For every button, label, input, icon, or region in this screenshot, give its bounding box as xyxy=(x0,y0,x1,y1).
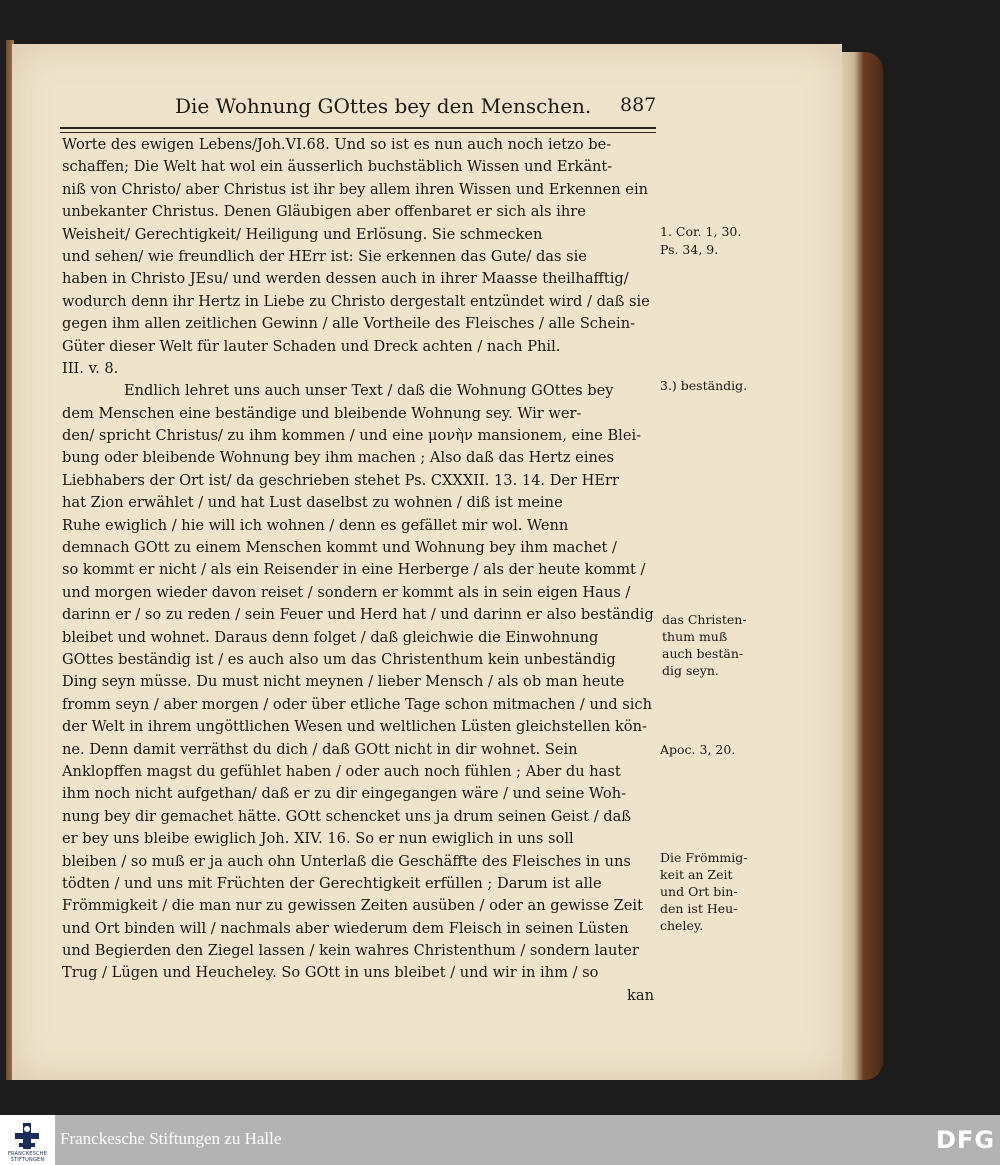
text-line: Frömmigkeit / die man nur zu gewissen Zeiten ausüben / oder an gewisse Zeit xyxy=(62,897,643,915)
text-line: schaffen; Die Welt hat wol ein äusserlich buchstäblich Wissen und Erkänt- xyxy=(62,158,613,176)
text-line: und Begierden den Ziegel lassen / kein wahres Christenthum / sondern lauter xyxy=(62,942,639,960)
text-line: nung bey dir gemachet hätte. GOtt schencket uns ja drum seinen Geist / daß xyxy=(62,807,632,825)
text-line: Endlich lehret uns auch unser Text / daß die Wohnung GOttes bey xyxy=(124,382,614,400)
text-line: bung oder bleibende Wohnung bey ihm machen ; Also daß das Hertz eines xyxy=(62,449,615,467)
text-line: und morgen wieder davon reiset / sondern er kommt als in sein eigen Haus / xyxy=(62,583,631,601)
margin-note: 3.) beständig. xyxy=(660,378,748,393)
text-line: bleibet und wohnet. Daraus denn folget / daß gleichwie die Einwohnung xyxy=(62,628,599,646)
book-fore-edge xyxy=(835,52,883,1080)
text-line: so kommt er nicht / als ein Reisender in eine Herberge / als der heute kommt / xyxy=(62,561,646,579)
text-line: dem Menschen eine beständige und bleibende Wohnung sey. Wir wer- xyxy=(62,404,582,422)
margin-note: und Ort bin- xyxy=(660,884,738,899)
margin-note: auch bestän- xyxy=(662,646,744,661)
margin-note: Apoc. 3, 20. xyxy=(660,742,736,757)
text-line: ihm noch nicht aufgethan/ daß er zu dir eingegangen wäre / und seine Woh- xyxy=(62,785,627,803)
text-line: GOttes beständig ist / es auch also um das Christenthum kein unbeständig xyxy=(62,650,616,668)
text-line: demnach GOtt zu einem Menschen kommt und Wohnung bey ihm machet / xyxy=(62,539,617,557)
page-number: 887 xyxy=(620,94,657,116)
text-line: und Ort binden will / nachmals aber wiederum dem Fleisch in seinen Lüsten xyxy=(62,919,629,937)
text-line: und sehen/ wie freundlich der HErr ist: Sie erkennen das Gute/ das sie xyxy=(62,247,587,265)
text-line: der Welt in ihrem ungöttlichen Wesen und weltlichen Lüsten gleichstellen kön- xyxy=(62,718,647,736)
text-line: III. v. 8. xyxy=(62,359,119,377)
text-line: niß von Christo/ aber Christus ist ihr bey allem ihren Wissen und Erkennen ein xyxy=(62,180,649,198)
text-line: unbekanter Christus. Denen Gläubigen aber offenbaret er sich als ihre xyxy=(62,203,586,221)
margin-note: keit an Zeit xyxy=(660,867,733,882)
text-line: Ding seyn müsse. Du must nicht meynen / lieber Mensch / als ob man heute xyxy=(62,673,625,691)
margin-note: cheley. xyxy=(660,918,704,933)
text-line: Anklopffen magst du gefühlet haben / oder auch noch fühlen ; Aber du hast xyxy=(62,762,621,780)
margin-note: Die Frömmig- xyxy=(660,850,748,865)
margin-note: Ps. 34, 9. xyxy=(660,242,719,257)
text-line: er bey uns bleibe ewiglich Joh. XIV. 16. So er nun ewiglich in uns soll xyxy=(62,830,574,848)
text-line: hat Zion erwählet / und hat Lust daselbst zu wohnen / diß ist meine xyxy=(62,494,563,512)
text-line: Güter dieser Welt für lauter Schaden und Dreck achten / nach Phil. xyxy=(62,337,561,355)
margin-note: thum muß xyxy=(662,629,728,644)
logo-caption: FRANCKESCHE STIFTUNGEN xyxy=(7,1151,48,1163)
text-line: Trug / Lügen und Heucheley. So GOtt in uns bleibet / und wir in ihm / so xyxy=(62,964,599,982)
viewer-footer xyxy=(0,1115,1000,1165)
text-line: den/ spricht Christus/ zu ihm kommen / und eine μονὴν mansionem, eine Blei- xyxy=(62,427,642,445)
margin-note: dig seyn. xyxy=(662,663,719,678)
text-line: Ruhe ewiglich / hie will ich wohnen / denn es gefället mir wol. Wenn xyxy=(62,516,569,534)
text-line: Worte des ewigen Lebens/Joh.VI.68. Und so ist es nun auch noch ietzo be- xyxy=(62,136,612,153)
text-line: fromm seyn / aber morgen / oder über etliche Tage schon mitmachen / und sich xyxy=(62,695,652,713)
text-line: darinn er / so zu reden / sein Feuer und Herd hat / und darinn er also beständig xyxy=(62,606,654,624)
text-line: Liebhabers der Ort ist/ da geschrieben stehet Ps. CXXXII. 13. 14. Der HErr xyxy=(62,471,619,489)
text-line: gegen ihm allen zeitlichen Gewinn / alle Vortheile des Fleisches / alle Schein- xyxy=(62,315,636,333)
text-line: Weisheit/ Gerechtigkeit/ Heiligung und Erlösung. Sie schmecken xyxy=(62,225,543,243)
margin-note: das Christen- xyxy=(662,612,747,627)
text-line: tödten / und uns mit Früchten der Gerechtigkeit erfüllen ; Darum ist alle xyxy=(62,874,602,892)
margin-note: den ist Heu- xyxy=(660,901,738,916)
franckesche-logo[interactable] xyxy=(0,1115,55,1165)
institution-emblem-icon xyxy=(9,1121,45,1151)
body-text xyxy=(62,134,656,1007)
text-line: ne. Denn damit verräthst du dich / daß GOtt nicht in dir wohnet. Sein xyxy=(62,740,578,758)
text-line: bleiben / so muß er ja auch ohn Unterlaß die Geschäffte des Fleisches in uns xyxy=(62,852,631,870)
margin-note: 1. Cor. 1, 30. xyxy=(660,224,742,239)
text-line: haben in Christo JEsu/ und werden dessen auch in ihrer Maasse theilhafftig/ xyxy=(62,270,629,288)
institution-link[interactable]: Franckesche Stiftungen zu Halle xyxy=(60,1129,282,1148)
header-rule xyxy=(60,127,656,133)
dfg-logo[interactable]: DFG xyxy=(936,1126,996,1154)
running-head: Die Wohnung GOttes bey den Menschen. xyxy=(175,94,592,118)
catchword: kan xyxy=(627,986,654,1004)
text-line: wodurch denn ihr Hertz in Liebe zu Christo dergestalt entzündet wird / daß sie xyxy=(62,292,650,310)
